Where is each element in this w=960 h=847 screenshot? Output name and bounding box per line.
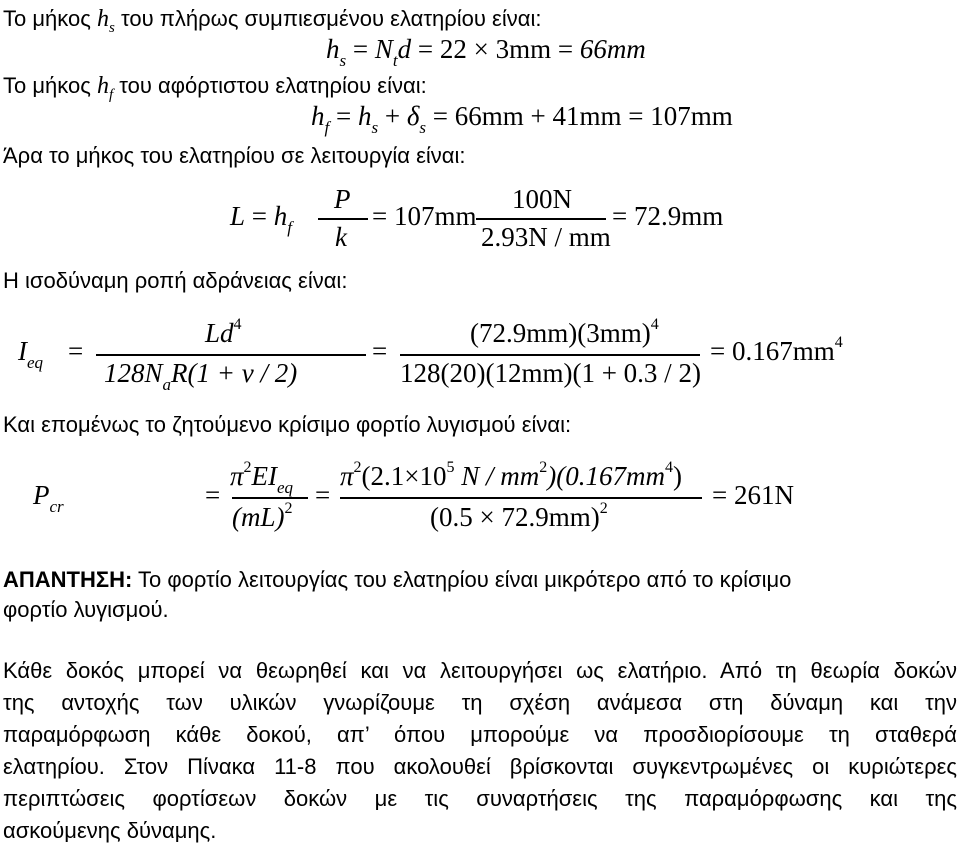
paragraph-line: παραμόρφωση κάθε δοκού, απ’ όπου μπορούμε να προσδιορίσουμε τη σταθερά (3, 722, 957, 747)
eq-P-lhs: P (33, 480, 50, 510)
eq-L-den1: k (335, 222, 347, 252)
eq-hf-hs-sub: s (371, 118, 379, 137)
eq-L-lhs: L (230, 201, 246, 231)
eq-L-lhs-group: $L = h_f$ (230, 201, 292, 237)
eq-hs-lhs: h (326, 34, 340, 64)
paragraph-line: της αντοχής των υλικών γνωρίζουμε τη σχέση ανάμεσα στη δύναμη και την (3, 690, 957, 715)
eq-P-result: = 261N (712, 480, 794, 510)
eq-P-num2 (340, 461, 682, 492)
eq-P-num2-d-sup: 4 (665, 459, 673, 476)
eq-L-mid-value: 107mm (393, 201, 477, 231)
hs-intro (3, 6, 541, 37)
answer-line-2: φορτίο λυγισμού. (3, 597, 169, 622)
eq-L-result: = 72.9mm (612, 201, 724, 231)
eq-hf-lhs: h (311, 101, 325, 131)
paragraph-line: Κάθε δοκός μπορεί να θεωρηθεί και να λειτουργήσει ως ελατήριο. Από τη θεωρία δοκών (3, 658, 957, 683)
hs-intro-a: Το μήκος (3, 6, 91, 31)
eq-hf-sum: 66mm + 41mm (454, 101, 622, 131)
eq-I-frac1-line (96, 354, 366, 356)
eq-L-num1: P (334, 184, 351, 214)
answer-text-1: Το φορτίο λειτουργίας του ελατηρίου είναι μικρότερο από το κρίσιμο (138, 567, 792, 592)
eq-P-num2-c: N / mm (454, 461, 540, 491)
eq-I-den1-b: R(1 + v / 2) (171, 358, 298, 388)
eq-I-den1-a-sub: a (162, 375, 172, 394)
paragraph-line: ασκούμενης δύναμης. (3, 818, 217, 843)
eq-hf-result: 107mm (650, 101, 733, 131)
eq-P-frac2-line (340, 497, 702, 499)
equation-hf: $h_f = h_s + \delta_s = 66mm + 41mm = 107mm$ (311, 101, 733, 137)
eq-P-num1-sup: 2 (243, 459, 252, 476)
eq-L-den2: 2.93N / mm (481, 222, 611, 252)
eq-I-num2-text: (72.9mm)(3mm) (470, 318, 651, 348)
P-intro: Και επομένως το ζητούμενο κρίσιμο φορτίο λυγισμού είναι: (3, 412, 572, 437)
hf-symbol: $h_f$ (96, 73, 114, 103)
eq-I-den1 (104, 358, 298, 394)
eq-hf-hs: h (357, 101, 372, 131)
eq-P-result-value: 261N (733, 480, 794, 510)
answer-line-1 (3, 567, 791, 593)
eq-I-eq2: = (372, 336, 388, 366)
eq-hf-lhs-sub: f (324, 118, 330, 137)
eq-I-lhs: I (18, 336, 27, 366)
eq-P-den2-text: (0.5 × 72.9mm) (430, 502, 600, 532)
paragraph-line: περιπτώσεις φορτίσεων δοκών με τις συναρτήσεις της παραμόρφωσης και της (3, 786, 957, 811)
eq-hs-lhs-sub: s (339, 51, 347, 70)
eq-P-eq2: = (315, 480, 331, 510)
eq-I-den1-a: 128N (104, 358, 163, 388)
L-intro: Άρα το μήκος του ελατηρίου σε λειτουργία είναι: (3, 143, 466, 168)
hf-intro-a: Το μήκος (3, 73, 91, 98)
eq-hs-result: 66mm (579, 34, 646, 64)
eq-L-num2: 100N (512, 184, 572, 214)
answer-label: ΑΠΑΝΤΗΣΗ: (3, 567, 133, 592)
eq-I-num1-text: Ld (205, 318, 234, 348)
beam-spring-paragraph (3, 655, 957, 847)
eq-L-mid: = 107mm (372, 201, 477, 231)
eq-L-result-value: 72.9mm (633, 201, 724, 231)
eq-L-hf: h (273, 201, 288, 231)
eq-P-num2-pi: π (340, 461, 354, 491)
eq-I-eq1: = (68, 336, 84, 366)
hf-intro-b: του αφόρτιστου ελατηρίου είναι: (119, 73, 427, 98)
eq-hf-delta: δ (406, 101, 420, 131)
eq-P-den1-sup: 2 (284, 500, 293, 517)
eq-P-num1 (230, 459, 294, 497)
eq-P-num1-EI: EI (251, 461, 278, 491)
eq-I-lhs-group (18, 336, 44, 372)
eq-P-den2-sup: 2 (599, 500, 608, 517)
eq-P-den1-text: (mL) (232, 502, 285, 532)
eq-I-result-value: 0.167mm (731, 336, 835, 366)
eq-P-lhs-group (33, 480, 64, 516)
eq-hs-product: 22 × 3mm (439, 34, 552, 64)
I-intro: Η ισοδύναμη ροπή αδράνειας είναι: (3, 268, 348, 293)
eq-I-result: = $0.167mm^4$ (710, 334, 843, 366)
equation-hs: $h_s = N_td = 22 \times 3mm = 66mm$ (326, 34, 646, 70)
eq-hs-nt: N (374, 34, 393, 64)
eq-I-num1 (205, 318, 242, 349)
eq-L-hf-sub: f (287, 218, 292, 237)
eq-I-num2-sup: 4 (650, 316, 659, 333)
eq-P-num2-b-sup: 5 (446, 459, 455, 476)
eq-I-num1-sup: 4 (233, 316, 242, 333)
eq-P-num1-sub: eq (277, 478, 294, 497)
eq-P-num2-b: (2.1×10 (361, 461, 447, 491)
eq-I-den2: 128(20)(12mm)(1 + 0.3 / 2) (400, 358, 701, 388)
eq-P-num2-c-sup: 2 (539, 459, 548, 476)
paragraph-line: ελατηρίου. Στον Πίνακα 11-8 που ακολουθεί βρίσκονται συγκεντρωμένες οι κυριώτερες (3, 754, 957, 779)
eq-I-result-sup: 4 (834, 334, 843, 351)
eq-hs-nt-sub: t (392, 51, 398, 70)
eq-I-lhs-sub: eq (27, 353, 44, 372)
hs-intro-b: του πλήρως συμπιεσμένου ελατηρίου είναι: (120, 6, 542, 31)
eq-P-den1 (232, 502, 293, 533)
eq-hs-d: d (397, 34, 412, 64)
eq-P-num1-pi: π (230, 461, 244, 491)
eq-P-eq1: = (205, 480, 221, 510)
eq-L-frac2-line (476, 218, 606, 220)
eq-I-num2 (470, 318, 659, 349)
eq-P-frac1-line (232, 497, 308, 499)
eq-P-den2 (430, 502, 608, 533)
eq-P-num2-sup: 2 (353, 459, 362, 476)
eq-I-frac2-line (400, 354, 700, 356)
eq-hf-delta-sub: s (419, 118, 427, 137)
eq-L-frac1-line (318, 218, 368, 220)
eq-P-num2-d: )(0.167mm (547, 461, 665, 491)
hf-intro (3, 73, 427, 104)
hs-symbol: $h_s$ (96, 6, 115, 36)
eq-P-lhs-sub: cr (49, 497, 64, 516)
eq-P-num2-e: ) (673, 461, 682, 491)
